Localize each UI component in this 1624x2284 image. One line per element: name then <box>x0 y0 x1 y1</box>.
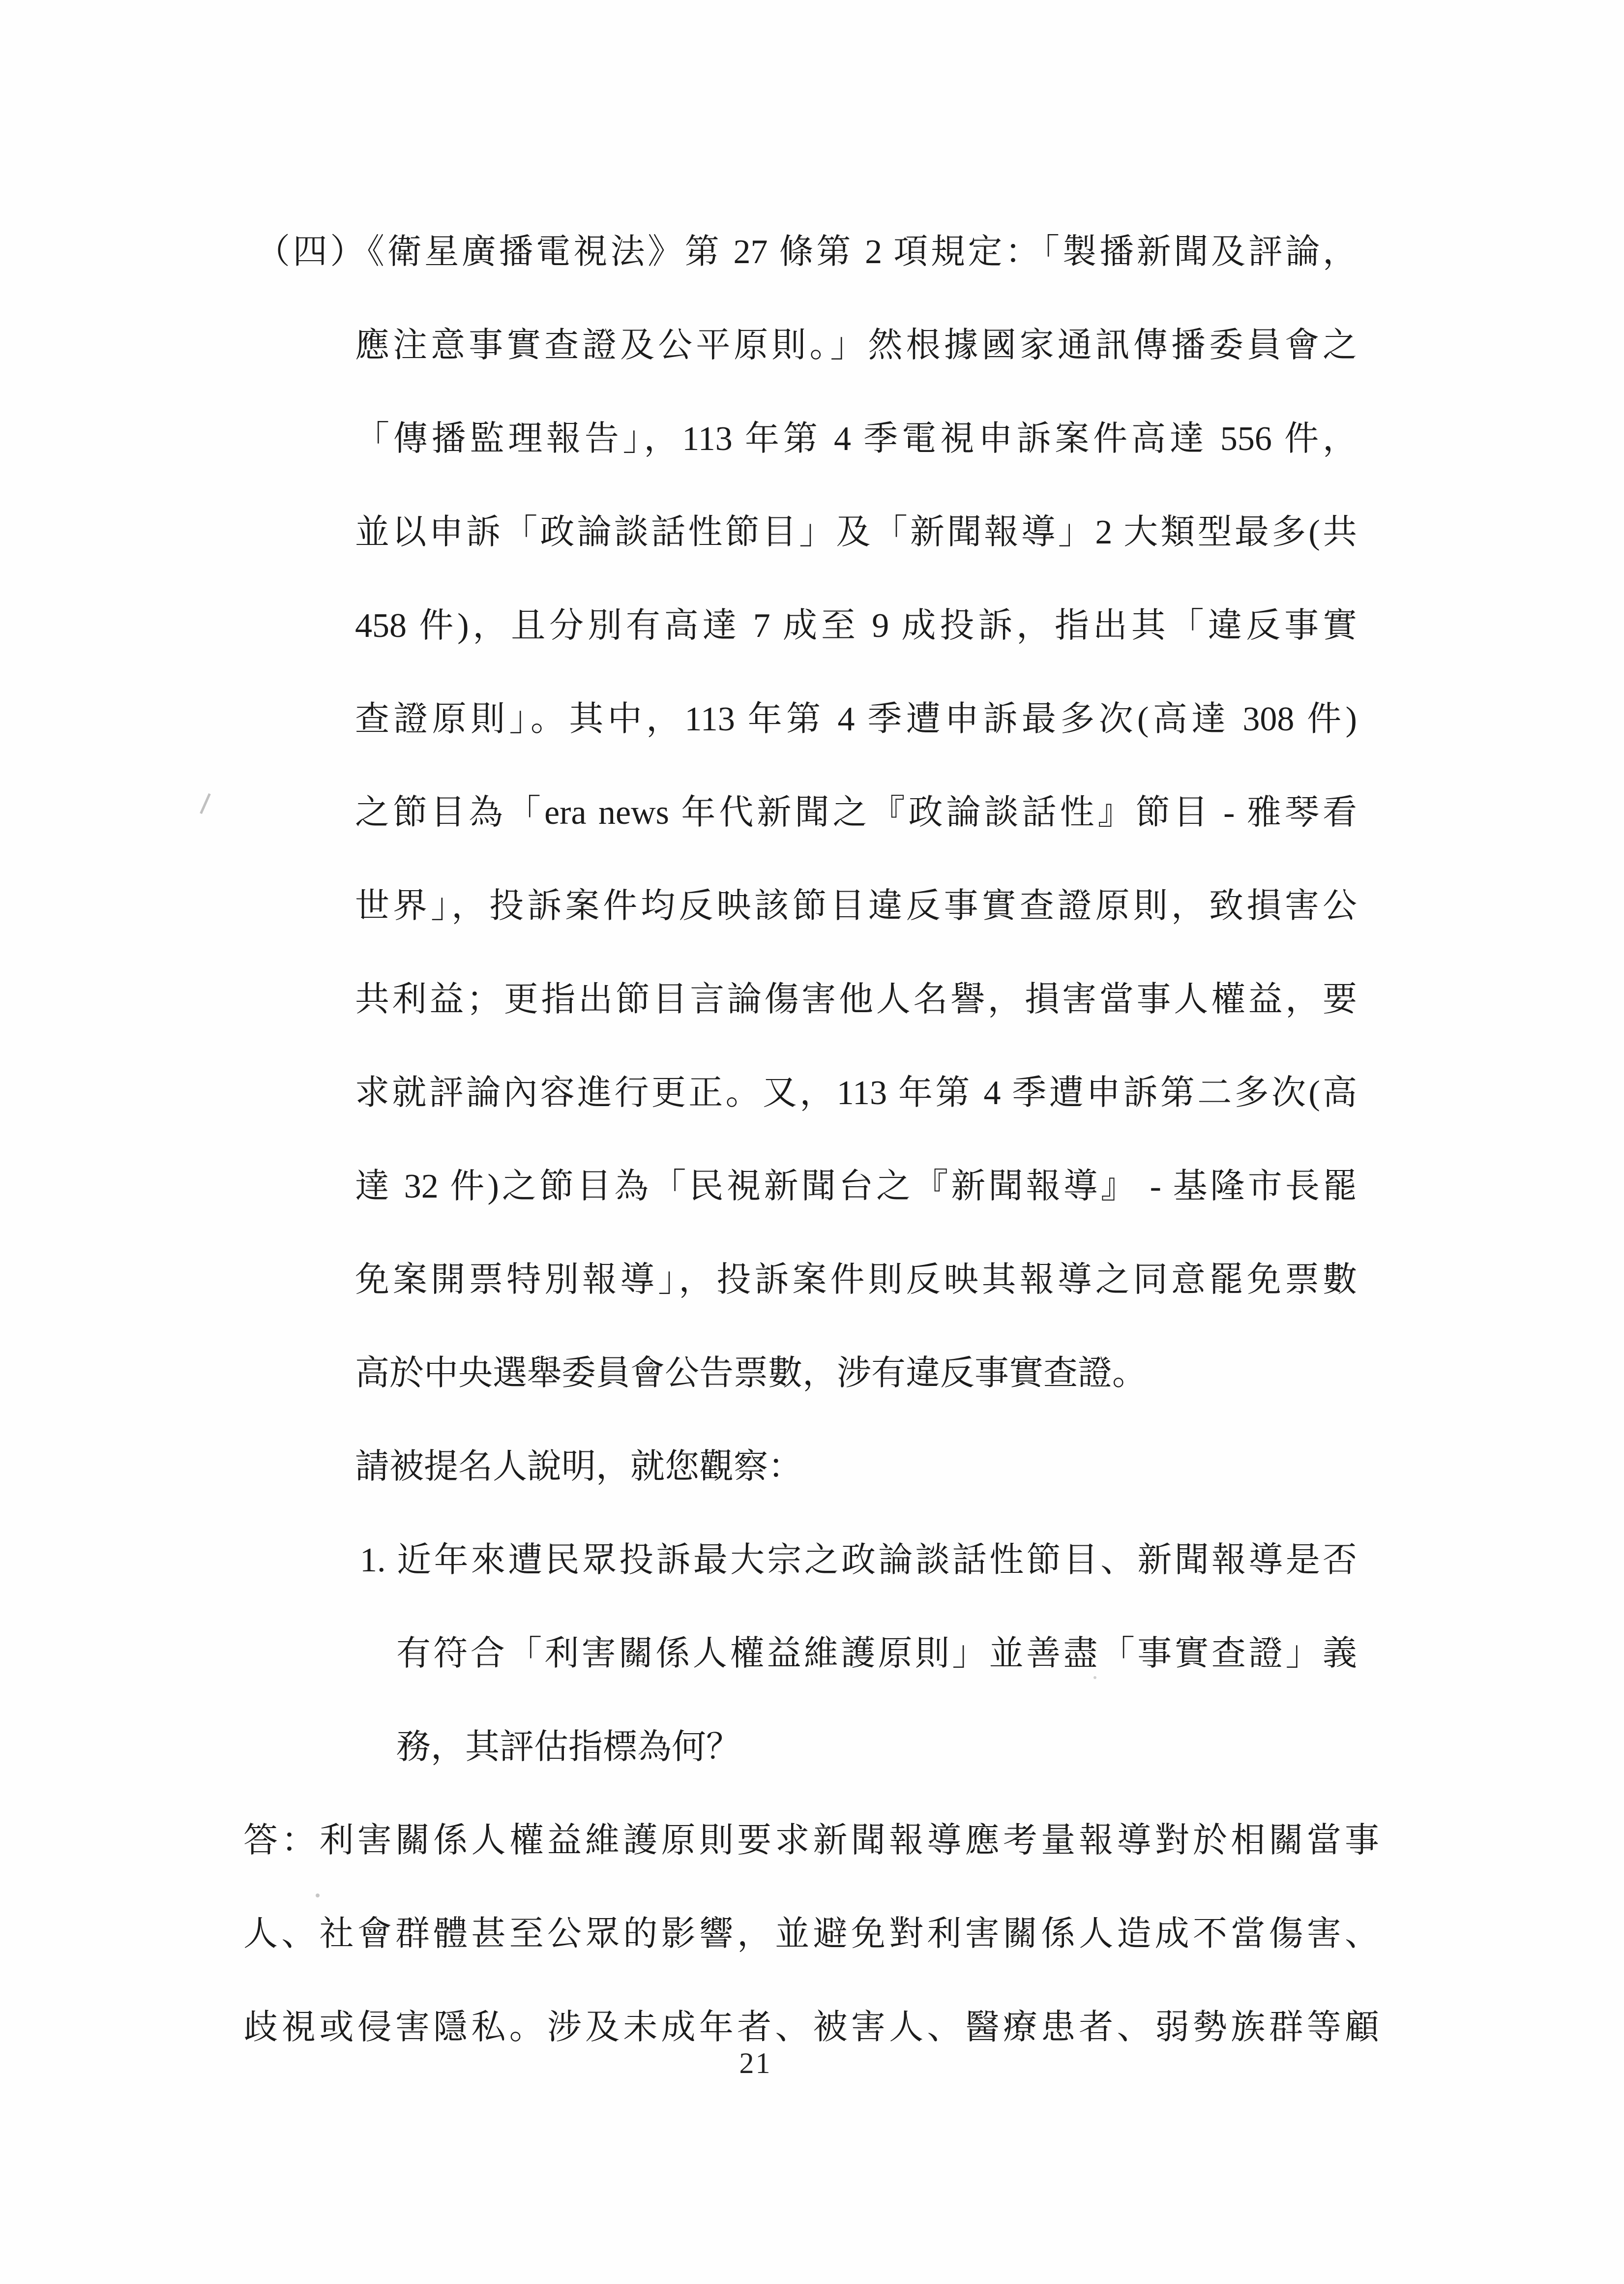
text-line: 共利益；更指出節目言論傷害他人名譽，損害當事人權益，要 <box>355 981 1357 1019</box>
text-line: 1. 近年來遭民眾投訴最大宗之政論談話性節目、新聞報導是否 <box>360 1541 1357 1579</box>
page-number: 21 <box>739 2047 772 2079</box>
text-line: 求就評論內容進行更正。又，113 年第 4 季遭申訴第二多次(高 <box>355 1074 1357 1112</box>
text-line: 務，其評估指標為何？ <box>396 1728 740 1766</box>
text-line: 達 32 件)之節目為「民視新聞台之『新聞報導』 - 基隆市長罷 <box>355 1168 1357 1205</box>
text-line: 應注意事實查證及公平原則。」然根據國家通訊傳播委員會之 <box>355 327 1357 364</box>
text-line: 答：利害關係人權益維護原則要求新聞報導應考量報導對於相關當事 <box>243 1822 1379 1860</box>
text-line: 有符合「利害關係人權益維護原則」並善盡「事實查證」義 <box>396 1635 1357 1673</box>
text-line: 「傳播監理報告」，113 年第 4 季電視申訴案件高達 556 件， <box>355 420 1357 458</box>
text-line: 之節目為「era news 年代新聞之『政論談話性』節目 - 雅琴看 <box>355 794 1357 832</box>
text-line: 請被提名人說明，就您觀察： <box>355 1448 802 1486</box>
text-line: 高於中央選舉委員會公告票數，涉有違反事實查證。 <box>355 1354 1147 1392</box>
text-line: 免案開票特別報導」，投訴案件則反映其報導之同意罷免票數 <box>355 1261 1357 1299</box>
text-line: 並以申訴「政論談話性節目」及「新聞報導」2 大類型最多(共 <box>355 513 1357 551</box>
text-line: 458 件)，且分別有高達 7 成至 9 成投訴，指出其「違反事實 <box>355 607 1357 645</box>
text-line: 人、社會群體甚至公眾的影響，並避免對利害關係人造成不當傷害、 <box>243 1915 1379 1953</box>
text-line: （四）《衛星廣播電視法》第 27 條第 2 項規定：「製播新聞及評論， <box>256 233 1357 271</box>
text-line: 歧視或侵害隱私。涉及未成年者、被害人、醫療患者、弱勢族群等顧 <box>243 2009 1379 2046</box>
text-line: 世界」，投訴案件均反映該節目違反事實查證原則，致損害公 <box>355 887 1357 925</box>
text-line: 查證原則」。其中，113 年第 4 季遭申訴最多次(高達 308 件) <box>355 700 1357 738</box>
